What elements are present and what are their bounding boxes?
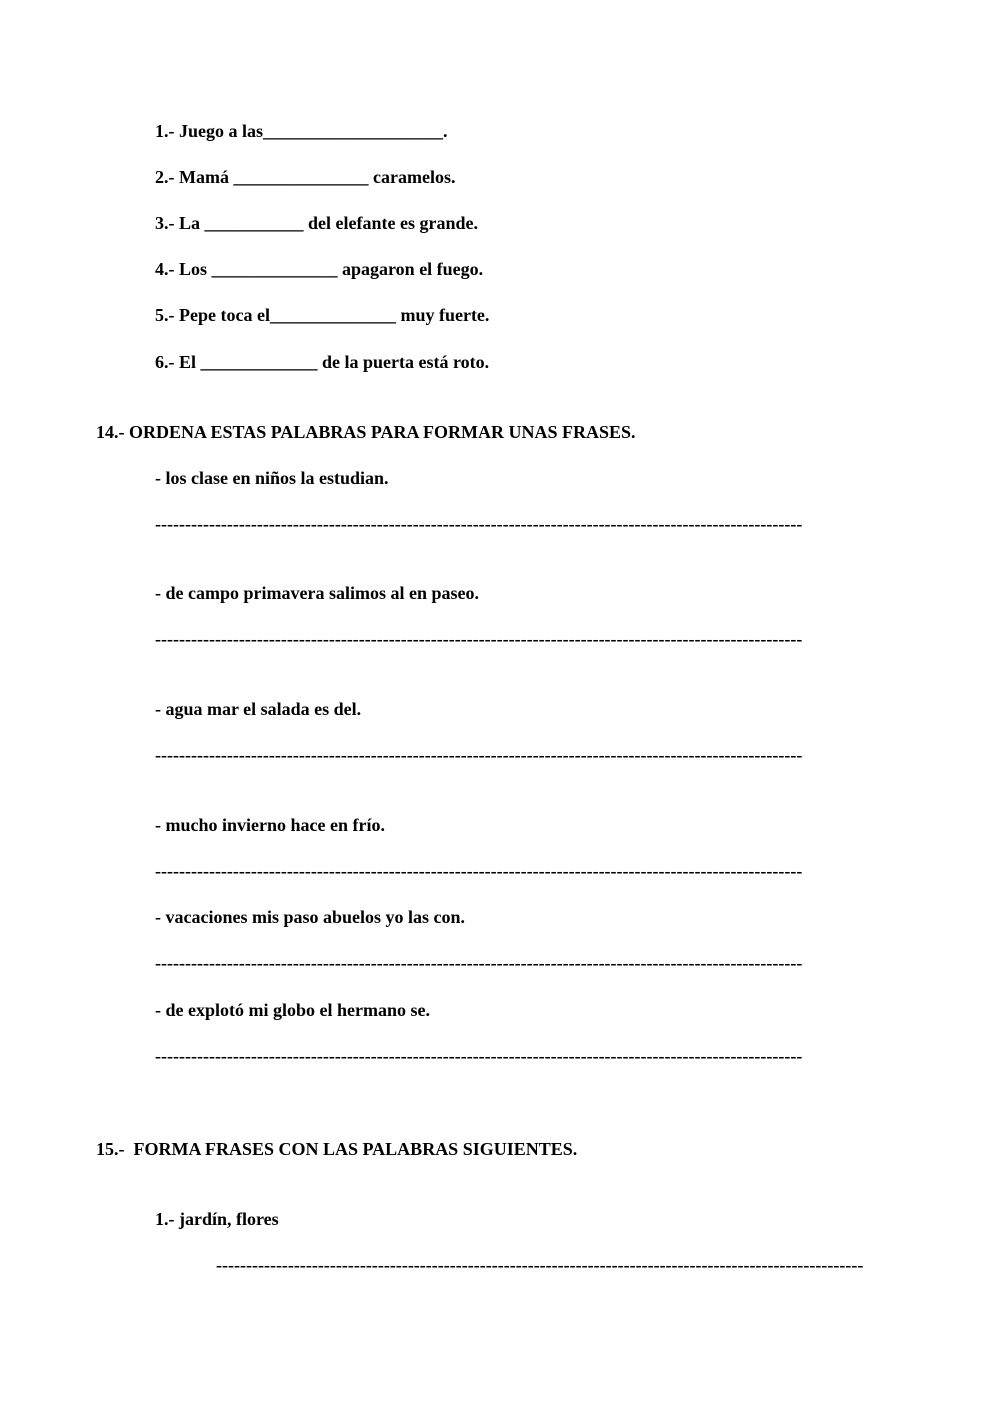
scrambled-sentence-1: - los clase en niños la estudian. xyxy=(155,468,389,488)
fill-in-sentence-4: 4.- Los ______________ apagaron el fuego. xyxy=(155,259,484,279)
answer-line-5[interactable]: ------------------------------------------------------------------------------------------------------------ xyxy=(155,953,803,973)
scrambled-sentence-4: - mucho invierno hace en frío. xyxy=(155,815,385,835)
answer-line-1[interactable]: ------------------------------------------------------------------------------------------------------------ xyxy=(155,514,803,534)
answer-line-3[interactable]: ------------------------------------------------------------------------------------------------------------ xyxy=(155,745,803,765)
fill-in-sentence-1: 1.- Juego a las____________________. xyxy=(155,121,448,141)
answer-line-6[interactable]: ------------------------------------------------------------------------------------------------------------ xyxy=(155,1046,803,1066)
section-15-title: 15.- FORMA FRASES CON LAS PALABRAS SIGUIENTES. xyxy=(96,1139,578,1159)
answer-line-2[interactable]: ------------------------------------------------------------------------------------------------------------ xyxy=(155,629,803,649)
section-14-title: 14.- ORDENA ESTAS PALABRAS PARA FORMAR UNAS FRASES. xyxy=(96,422,636,442)
answer-line-4[interactable]: ------------------------------------------------------------------------------------------------------------ xyxy=(155,861,803,881)
fill-in-sentence-5: 5.- Pepe toca el______________ muy fuerte. xyxy=(155,305,490,325)
answer-line-7[interactable]: ------------------------------------------------------------------------------------------------------------ xyxy=(216,1255,864,1275)
scrambled-sentence-6: - de explotó mi globo el hermano se. xyxy=(155,1000,430,1020)
fill-in-sentence-2: 2.- Mamá _______________ caramelos. xyxy=(155,167,456,187)
fill-in-sentence-3: 3.- La ___________ del elefante es grande. xyxy=(155,213,478,233)
scrambled-sentence-2: - de campo primavera salimos al en paseo. xyxy=(155,583,479,603)
scrambled-sentence-3: - agua mar el salada es del. xyxy=(155,699,362,719)
word-pair-1: 1.- jardín, flores xyxy=(155,1209,279,1229)
fill-in-sentence-6: 6.- El _____________ de la puerta está roto. xyxy=(155,352,490,372)
scrambled-sentence-5: - vacaciones mis paso abuelos yo las con. xyxy=(155,907,466,927)
